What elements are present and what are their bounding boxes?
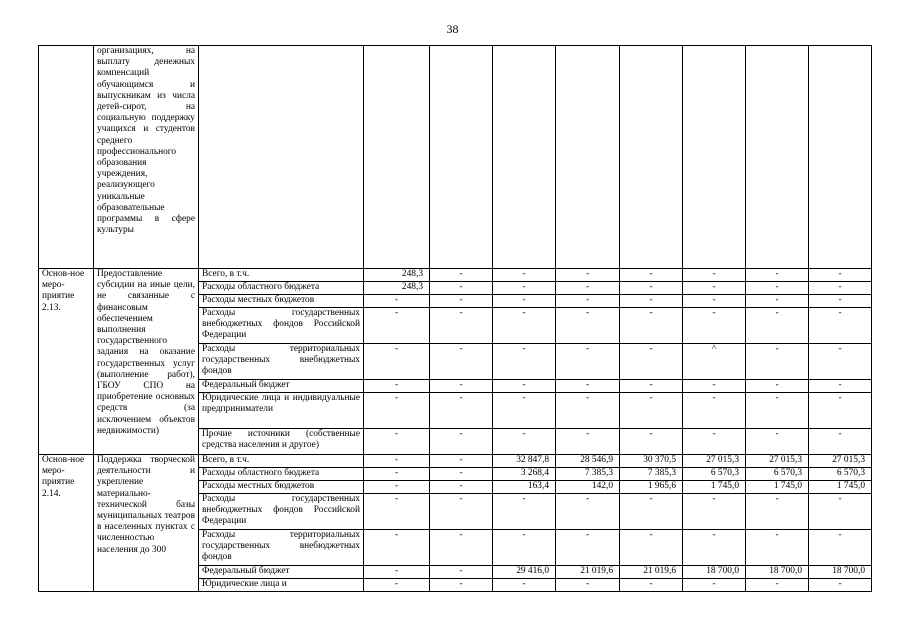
value-cell: 27 015,3 (746, 455, 809, 468)
value-cell: 6 570,3 (746, 468, 809, 481)
value-cell: - (430, 455, 493, 468)
value-cell: - (556, 393, 620, 429)
value-cell: - (364, 481, 430, 494)
value-cell: 142,0 (556, 481, 620, 494)
value-cell: - (620, 308, 683, 344)
value-cell: - (683, 530, 746, 566)
value-cell: - (746, 282, 809, 295)
value-cell: - (809, 429, 872, 455)
value-cell: - (683, 295, 746, 308)
value-cell: 18 700,0 (809, 566, 872, 579)
value-cell: 7 385,3 (620, 468, 683, 481)
measure-description: Предоставление субсидии на иные цели, не связанные с финансовым обеспечением выполнения государственного задания на оказание государственных услуг (выполнение работ), ГБОУ СПО на приобретение основных средств (за исключением объектов недвижимости) (94, 269, 199, 455)
funding-source: Расходы государственных внебюджетных фондов Российской Федерации (199, 308, 364, 344)
value-cell (620, 46, 683, 269)
value-cell: - (809, 295, 872, 308)
value-cell (493, 46, 556, 269)
value-cell: - (364, 393, 430, 429)
value-cell: - (556, 579, 620, 592)
funding-source: Федеральный бюджет (199, 380, 364, 393)
value-cell: - (746, 295, 809, 308)
value-cell: 248,3 (364, 282, 430, 295)
value-cell: - (556, 269, 620, 282)
value-cell: - (620, 579, 683, 592)
value-cell: 6 570,3 (683, 468, 746, 481)
value-cell: - (683, 393, 746, 429)
value-cell: - (364, 380, 430, 393)
funding-source: Расходы территориальных государственных внебюджетных фондов (199, 530, 364, 566)
value-cell: - (620, 344, 683, 380)
value-cell: - (364, 308, 430, 344)
value-cell: - (746, 308, 809, 344)
value-cell: - (809, 344, 872, 380)
source-cell (199, 46, 364, 269)
value-cell: - (620, 269, 683, 282)
value-cell: 7 385,3 (556, 468, 620, 481)
value-cell: - (620, 530, 683, 566)
value-cell (683, 46, 746, 269)
value-cell: - (620, 393, 683, 429)
value-cell: - (493, 269, 556, 282)
measure-code: Основ-ное меро-приятие 2.13. (39, 269, 94, 455)
funding-source: Расходы местных бюджетов (199, 481, 364, 494)
value-cell: - (683, 380, 746, 393)
value-cell: - (430, 344, 493, 380)
value-cell: - (809, 494, 872, 530)
value-cell: - (364, 429, 430, 455)
value-cell: - (620, 494, 683, 530)
table-row (39, 269, 872, 282)
value-cell: - (809, 579, 872, 592)
measure-description: Поддержка творческой деятельности и укрепление материально-технической базы муниципальных театров в населенных пунктах с численностью населения до 300 (94, 455, 199, 592)
value-cell: - (556, 530, 620, 566)
value-cell: - (809, 380, 872, 393)
value-cell (430, 46, 493, 269)
value-cell (364, 46, 430, 269)
value-cell: - (746, 344, 809, 380)
value-cell: - (430, 481, 493, 494)
value-cell: - (556, 494, 620, 530)
value-cell: - (809, 282, 872, 295)
value-cell: - (430, 494, 493, 530)
value-cell: - (556, 308, 620, 344)
value-cell: - (364, 579, 430, 592)
value-cell: - (620, 429, 683, 455)
value-cell: 27 015,3 (809, 455, 872, 468)
value-cell: - (683, 282, 746, 295)
value-cell: - (809, 308, 872, 344)
funding-source: Прочие источники (собственные средства населения и другое) (199, 429, 364, 455)
value-cell: 18 700,0 (683, 566, 746, 579)
value-cell: - (430, 530, 493, 566)
value-cell: - (809, 269, 872, 282)
value-cell: - (430, 380, 493, 393)
value-cell: - (556, 295, 620, 308)
value-cell: - (683, 269, 746, 282)
value-cell: - (556, 429, 620, 455)
value-cell: - (620, 295, 683, 308)
value-cell: - (556, 344, 620, 380)
value-cell: 27 015,3 (683, 455, 746, 468)
value-cell: 18 700,0 (746, 566, 809, 579)
funding-source: Расходы областного бюджета (199, 468, 364, 481)
value-cell: - (493, 429, 556, 455)
value-cell: 3 268,4 (493, 468, 556, 481)
value-cell: 1 745,0 (746, 481, 809, 494)
value-cell: 1 965,6 (620, 481, 683, 494)
value-cell: - (556, 380, 620, 393)
funding-source: Всего, в т.ч. (199, 455, 364, 468)
table-row (39, 455, 872, 468)
value-cell: - (809, 393, 872, 429)
value-cell: - (364, 494, 430, 530)
funding-source: Всего, в т.ч. (199, 269, 364, 282)
value-cell (809, 46, 872, 269)
value-cell: - (556, 282, 620, 295)
value-cell: - (430, 468, 493, 481)
value-cell: 29 416,0 (493, 566, 556, 579)
value-cell: 248,3 (364, 269, 430, 282)
value-cell: - (430, 566, 493, 579)
value-cell: 21 019,6 (556, 566, 620, 579)
value-cell: - (683, 579, 746, 592)
value-cell: - (746, 579, 809, 592)
value-cell: 163,4 (493, 481, 556, 494)
table-body (39, 46, 872, 592)
value-cell: - (620, 282, 683, 295)
value-cell: - (430, 282, 493, 295)
value-cell: 32 847,8 (493, 455, 556, 468)
code-cell (39, 46, 94, 269)
value-cell: - (493, 579, 556, 592)
value-cell: - (430, 269, 493, 282)
value-cell: - (364, 295, 430, 308)
funding-source: Расходы государственных внебюджетных фондов Российской Федерации (199, 494, 364, 530)
table-row (39, 46, 872, 269)
funding-source: Расходы областного бюджета (199, 282, 364, 295)
value-cell: - (493, 380, 556, 393)
value-cell: ^ (683, 344, 746, 380)
value-cell: - (683, 494, 746, 530)
value-cell: - (430, 579, 493, 592)
value-cell: - (683, 308, 746, 344)
value-cell: - (430, 429, 493, 455)
value-cell: - (493, 344, 556, 380)
value-cell: - (430, 393, 493, 429)
funding-source: Расходы местных бюджетов (199, 295, 364, 308)
value-cell: - (364, 455, 430, 468)
funding-source: Федеральный бюджет (199, 566, 364, 579)
value-cell (556, 46, 620, 269)
value-cell: - (493, 530, 556, 566)
measure-code: Основ-ное меро-приятие 2.14. (39, 455, 94, 592)
value-cell: - (683, 429, 746, 455)
value-cell: - (746, 393, 809, 429)
value-cell: - (809, 530, 872, 566)
value-cell (746, 46, 809, 269)
value-cell: - (430, 295, 493, 308)
measure-description: организациях, на выплату денежных компенсаций обучающимся и выпускникам из числа детей-сирот, на социальную поддержку учащихся и студентов среднего профессионального образования учреждения, реализующего уникальные образовательные программы в сфере культуры (94, 46, 199, 269)
value-cell: - (493, 282, 556, 295)
value-cell: - (746, 380, 809, 393)
value-cell: - (746, 269, 809, 282)
value-cell: 6 570,3 (809, 468, 872, 481)
value-cell: - (746, 494, 809, 530)
value-cell: - (620, 380, 683, 393)
value-cell: - (364, 468, 430, 481)
funding-source: Расходы территориальных государственных внебюджетных фондов (199, 344, 364, 380)
value-cell: - (493, 295, 556, 308)
value-cell: - (430, 308, 493, 344)
value-cell: 1 745,0 (809, 481, 872, 494)
value-cell: - (364, 530, 430, 566)
budget-table (38, 45, 872, 592)
value-cell: 30 370,5 (620, 455, 683, 468)
value-cell: 28 546,9 (556, 455, 620, 468)
value-cell: - (364, 566, 430, 579)
value-cell: 21 019,6 (620, 566, 683, 579)
value-cell: 1 745,0 (683, 481, 746, 494)
value-cell: - (493, 308, 556, 344)
funding-source: Юридические лица и (199, 579, 364, 592)
value-cell: - (364, 344, 430, 380)
value-cell: - (746, 530, 809, 566)
page-number: 38 (446, 22, 459, 36)
value-cell: - (746, 429, 809, 455)
value-cell: - (493, 393, 556, 429)
funding-source: Юридические лица и индивидуальные предприниматели (199, 393, 364, 429)
value-cell: - (493, 494, 556, 530)
